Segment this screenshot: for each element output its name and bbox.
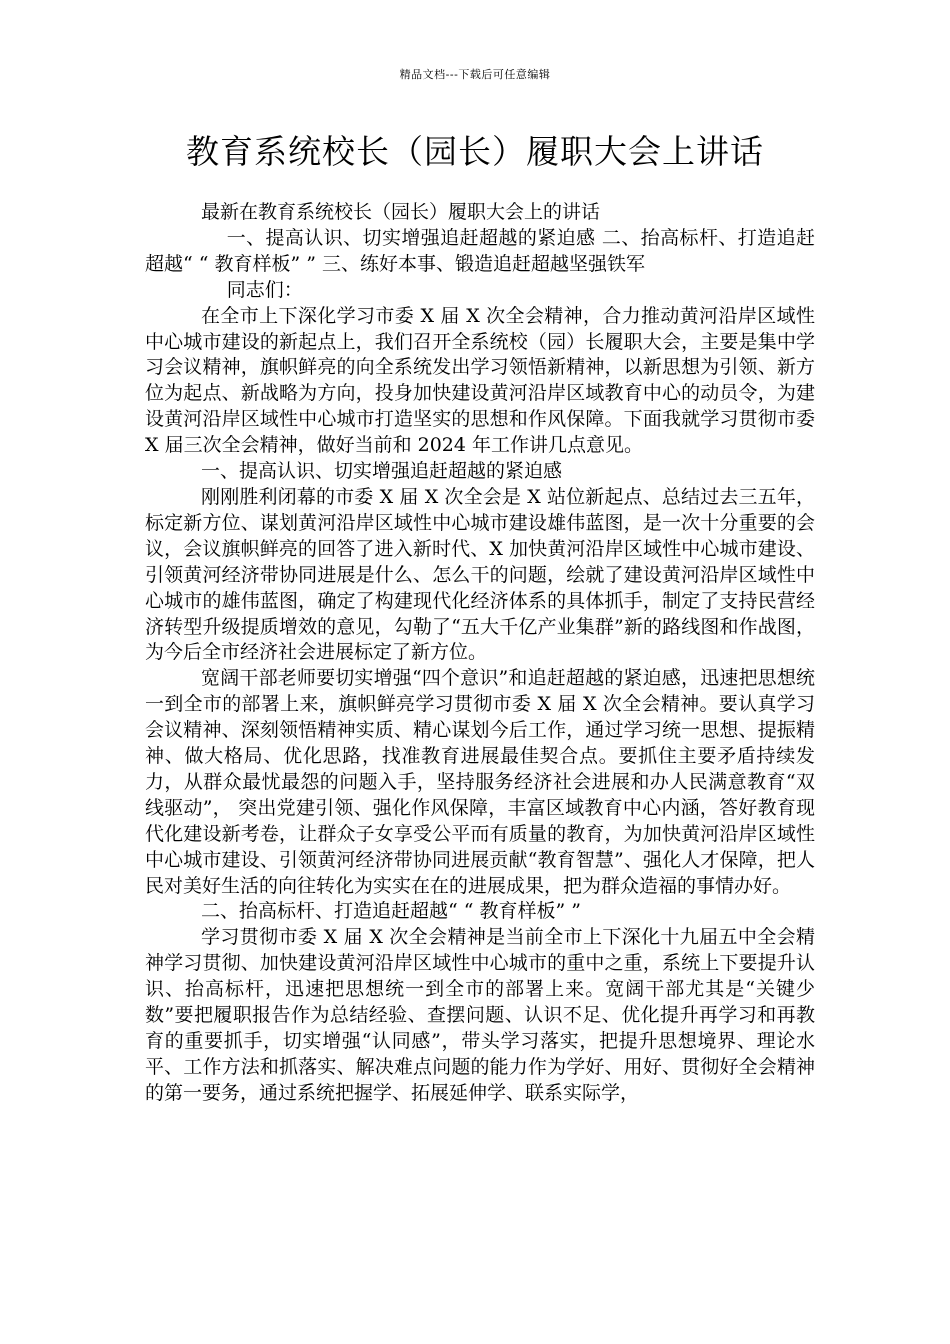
paragraph-3: 宽阔干部老师要切实增强“四个意识”和追赶超越的紧迫感，迅速把思想统一到全市的部署上来，旗帜鲜亮学习贯彻市委 X 届 X 次全会精神。要认真学习会议精神、深刻领悟精神实质、精心谋划今后工作，通过学习统一思想、提振精神、做大格局、优化思路，找准教育进展最佳契合点。要抓住主要矛盾持续发力，从群众最忧最怨的问题入手，坚持服务经济社会进展和办人民满意教育“双线驱动”， 突出党建引领、强化作风保障，丰富区域教育中心内涵，答好教育现代化建设新考卷，让群众子女享受公平而有质量的教育，为加快黄河沿岸区域性中心城市建设、引领黄河经济带协同进展贡献“教育智慧”、强化人才保障，把人民对美好生活的向往转化为实实在在的进展成果，把为群众造福的事情办好。: [145, 667, 815, 897]
subtitle: 最新在教育系统校长（园长）履职大会上的讲话: [201, 201, 601, 223]
paragraph-1: 在全市上下深化学习市委 X 届 X 次全会精神，合力推动黄河沿岸区域性中心城市建设的新起点上，我们召开全系统校（园）长履职大会，主要是集中学习会议精神，旗帜鲜亮的向全系统发出学习领悟新精神，以新思想为引领、新方位为起点、新战略为方向，投身加快建设黄河沿岸区域教育中心的动员令，为建设黄河沿岸区域性中心城市打造坚实的思想和作风保障。下面我就学习贯彻市委 X 届三次全会精神，做好当前和 2024 年工作讲几点意见。: [145, 304, 815, 457]
section-heading-2: 二、抬高标杆、打造追赶超越“ “ 教育样板” ”: [201, 900, 582, 923]
outline: 一、提高认识、切实增强追赶超越的紧迫感 二、抬高标杆、打造追赶超越“ “ 教育样板” ” 三、练好本事、锻造追赶超越坚强铁军: [145, 226, 815, 275]
paragraph-4: 学习贯彻市委 X 届 X 次全会精神是当前全市上下深化十九届五中全会精神学习贯彻、加快建设黄河沿岸区域性中心城市的重中之重，系统上下要提升认识、抬高标杆，迅速把思想统一到全市的部署上来。宽阔干部尤其是“关键少数”要把履职报告作为总结经验、查摆问题、认识不足、优化提升再学习和再教育的重要抓手，切实增强“认同感”，带头学习落实，把提升思想境界、理论水平、工作方法和抓落实、解决难点问题的能力作为学好、用好、贯彻好全会精神的第一要务，通过系统把握学、拓展延伸学、联系实际学，: [145, 926, 815, 1104]
section-heading-1: 一、提高认识、切实增强追赶超越的紧迫感: [201, 460, 563, 483]
salutation: 同志们：: [226, 278, 303, 301]
document-body: [145, 200, 815, 1107]
document-title: 教育系统校长（园长）履职大会上讲话: [186, 132, 764, 171]
paragraph-2: 刚刚胜利闭幕的市委 X 届 X 次全会是 X 站位新起点、总结过去三五年，标定新方位、谋划黄河沿岸区域性中心城市建设雄伟蓝图，是一次十分重要的会议，会议旗帜鲜亮的回答了进入新时代、X 加快黄河沿岸区域性中心城市建设、引领黄河经济带协同进展是什么、怎么干的问题，绘就了建设黄河沿岸区域性中心城市的雄伟蓝图，确定了构建现代化经济体系的具体抓手，制定了支持民营经济转型升级提质增效的意见，勾勒了“五大千亿产业集群”新的路线图和作战图，为今后全市经济社会进展标定了新方位。: [145, 485, 815, 664]
header-note: 精品文档---下载后可任意编辑: [399, 68, 551, 81]
